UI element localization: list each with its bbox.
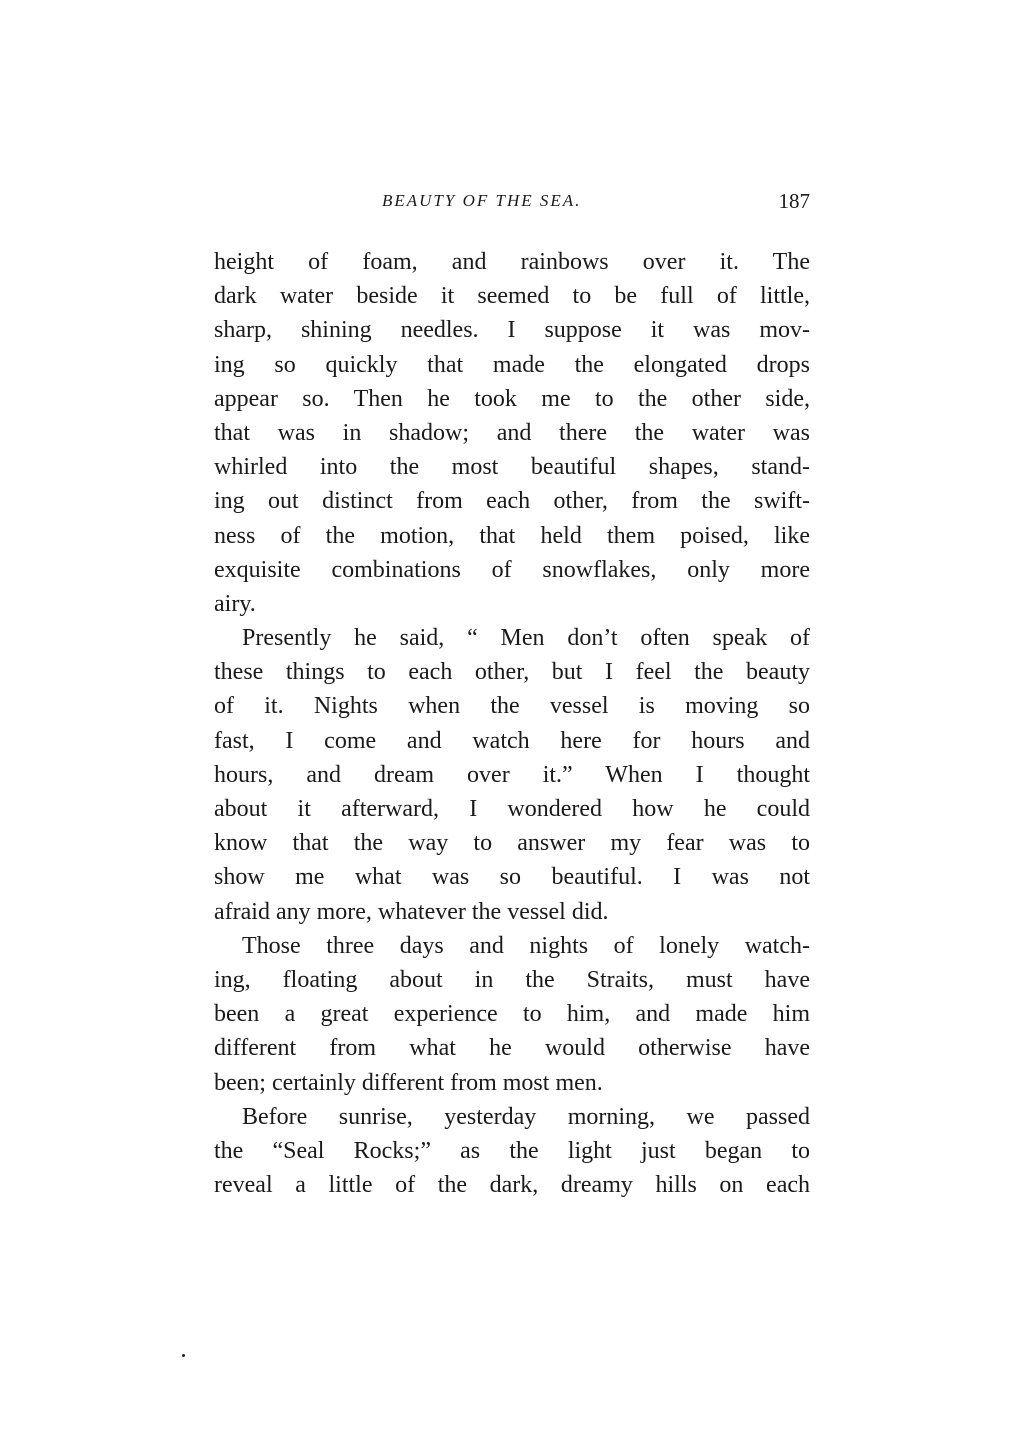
paragraph: [214, 929, 810, 1100]
text-line: that was in shadow; and there the water was: [214, 419, 810, 446]
text-line: know that the way to answer my fear was to: [214, 830, 810, 857]
text-line: show me what was so beautiful. I was not: [214, 864, 810, 891]
text-line: airy.: [214, 590, 256, 617]
text-line: been a great experience to him, and made him: [214, 1001, 810, 1028]
text-line: Before sunrise, yesterday morning, we passed: [242, 1103, 810, 1130]
text-line: appear so. Then he took me to the other side,: [214, 385, 810, 412]
text-line: these things to each other, but I feel the beauty: [214, 659, 810, 686]
text-line: sharp, shining needles. I suppose it was mov-: [214, 317, 810, 344]
text-line: ing out distinct from each other, from the swift-: [214, 488, 810, 515]
text-line: Presently he said, “ Men don’t often speak of: [242, 625, 810, 652]
running-head: [214, 186, 810, 216]
text-line: afraid any more, whatever the vessel did.: [214, 898, 609, 925]
text-line: of it. Nights when the vessel is moving so: [214, 693, 810, 720]
running-title: BEAUTY OF THE SEA.: [382, 191, 582, 210]
text-line: exquisite combinations of snowflakes, only more: [214, 556, 810, 583]
text-line: reveal a little of the dark, dreamy hills on each: [214, 1172, 810, 1199]
paragraph: [214, 245, 810, 621]
page-number: 187: [778, 189, 810, 213]
text-line: about it afterward, I wondered how he could: [214, 796, 810, 822]
text-line: Those three days and nights of lonely watch-: [242, 932, 810, 959]
text-line: dark water beside it seemed to be full of little,: [214, 283, 810, 310]
paragraph: [214, 621, 810, 929]
text-line: whirled into the most beautiful shapes, stand-: [214, 454, 810, 481]
text-line: the “Seal Rocks;” as the light just began to: [214, 1137, 810, 1164]
text-line: ing, floating about in the Straits, must have: [214, 966, 810, 993]
paragraph: [214, 1100, 810, 1203]
text-line: fast, I come and watch here for hours and: [214, 727, 810, 754]
body-text: [214, 245, 810, 1202]
text-line: ness of the motion, that held them poised, like: [214, 522, 810, 549]
text-line: ing so quickly that made the elongated drops: [214, 351, 810, 378]
text-line: height of foam, and rainbows over it. The: [214, 249, 810, 275]
text-line: different from what he would otherwise have: [214, 1035, 810, 1062]
stray-ink-mark: [182, 1354, 185, 1357]
text-line: hours, and dream over it.” When I thought: [214, 761, 810, 788]
text-line: been; certainly different from most men.: [214, 1069, 603, 1096]
